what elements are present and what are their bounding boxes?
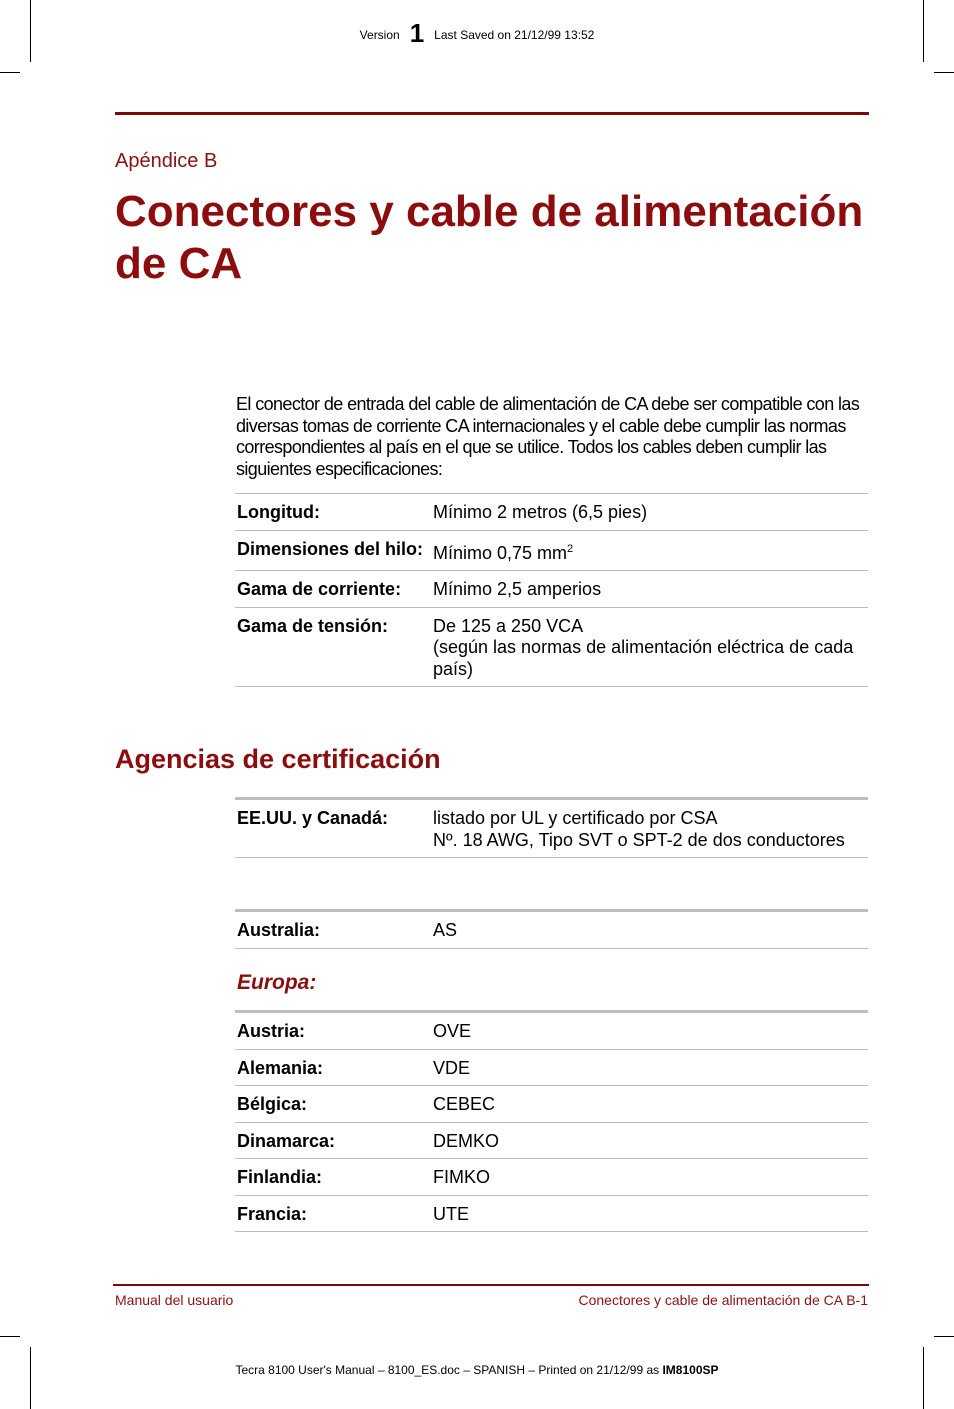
table-row bbox=[235, 571, 868, 608]
table-row bbox=[235, 494, 868, 531]
spec-value-line: De 125 a 250 VCA bbox=[433, 615, 584, 636]
table-row bbox=[235, 1012, 868, 1050]
spec-label: Gama de tensión: bbox=[237, 615, 389, 636]
spec-label: Dimensiones del hilo: bbox=[237, 538, 424, 559]
country-value: FIMKO bbox=[433, 1167, 490, 1187]
crop-mark bbox=[934, 1336, 954, 1337]
table-row bbox=[235, 911, 868, 949]
spec-value: Mínimo 2,5 amperios bbox=[433, 579, 602, 599]
last-saved: Last Saved on 21/12/99 13:52 bbox=[434, 28, 595, 42]
country-label: Australia: bbox=[237, 920, 321, 940]
appendix-label: Apéndice B bbox=[115, 150, 218, 172]
table-row bbox=[235, 1049, 868, 1086]
australia-table bbox=[235, 909, 868, 949]
country-value: CEBEC bbox=[433, 1094, 496, 1114]
us-table bbox=[235, 797, 868, 858]
table-row bbox=[235, 530, 868, 571]
country-value: DEMKO bbox=[433, 1130, 500, 1151]
country-value: OVE bbox=[433, 1021, 472, 1041]
spec-value-text: Mínimo 0,75 mm bbox=[433, 542, 568, 563]
spec-value bbox=[431, 607, 868, 687]
page-title: Conectores y cable de alimentación de CA bbox=[115, 187, 864, 288]
table-row bbox=[235, 1122, 868, 1159]
table-row bbox=[235, 607, 868, 687]
country-value: UTE bbox=[433, 1203, 469, 1224]
spec-label: Longitud: bbox=[237, 502, 320, 522]
spec-table bbox=[235, 493, 868, 687]
table-row bbox=[235, 1086, 868, 1123]
crop-mark bbox=[923, 1347, 924, 1409]
crop-mark bbox=[0, 1336, 20, 1337]
footer-rule bbox=[113, 1284, 869, 1286]
value-line: listado por UL y certificado por CSA bbox=[433, 808, 718, 828]
table-row bbox=[235, 799, 868, 858]
crop-mark bbox=[0, 72, 20, 73]
country-label: Francia: bbox=[237, 1203, 308, 1224]
intro-paragraph: El conector de entrada del cable de alimentación de CA debe ser compatible con las diversas tomas de corriente CA internacionales y el cable debe cumplir las normas correspondientes al país en el que se utilice. Todos los cables deben cumplir las siguientes especificaciones: bbox=[236, 394, 860, 479]
country-label: EE.UU. y Canadá: bbox=[237, 808, 389, 828]
version-header bbox=[0, 18, 954, 49]
crop-mark bbox=[30, 1347, 31, 1409]
version-number: 1 bbox=[409, 18, 425, 48]
country-label: Austria: bbox=[237, 1021, 306, 1041]
crop-mark bbox=[934, 72, 954, 73]
country-label: Dinamarca: bbox=[237, 1130, 336, 1151]
value-line: Nº. 18 AWG, Tipo SVT o SPT-2 de dos conductores bbox=[433, 829, 845, 850]
country-value: AS bbox=[433, 920, 458, 940]
country-value: VDE bbox=[433, 1057, 471, 1078]
superscript: 2 bbox=[567, 542, 574, 555]
table-row bbox=[235, 1195, 868, 1232]
print-line bbox=[0, 1363, 954, 1377]
footer-right: Conectores y cable de alimentación de CA B-1 bbox=[578, 1292, 868, 1308]
version-label: Version bbox=[359, 28, 400, 42]
print-code: IM8100SP bbox=[662, 1363, 719, 1377]
top-rule bbox=[115, 112, 869, 115]
country-label: Finlandia: bbox=[237, 1167, 322, 1187]
footer-left: Manual del usuario bbox=[115, 1292, 234, 1308]
country-label: Alemania: bbox=[237, 1057, 324, 1078]
country-label: Bélgica: bbox=[237, 1094, 308, 1114]
spec-value bbox=[431, 530, 868, 571]
europe-heading: Europa: bbox=[237, 971, 317, 994]
spec-label: Gama de corriente: bbox=[237, 579, 402, 599]
spec-value: Mínimo 2 metros (6,5 pies) bbox=[433, 502, 648, 522]
print-text: Tecra 8100 User's Manual – 8100_ES.doc – SPANISH – Printed on 21/12/99 as bbox=[235, 1363, 663, 1377]
spec-value-line: (según las normas de alimentación eléctrica de cada país) bbox=[433, 637, 854, 679]
europe-table bbox=[235, 1010, 868, 1232]
table-row bbox=[235, 1159, 868, 1196]
section-heading: Agencias de certificación bbox=[115, 744, 441, 774]
country-value bbox=[431, 799, 868, 858]
